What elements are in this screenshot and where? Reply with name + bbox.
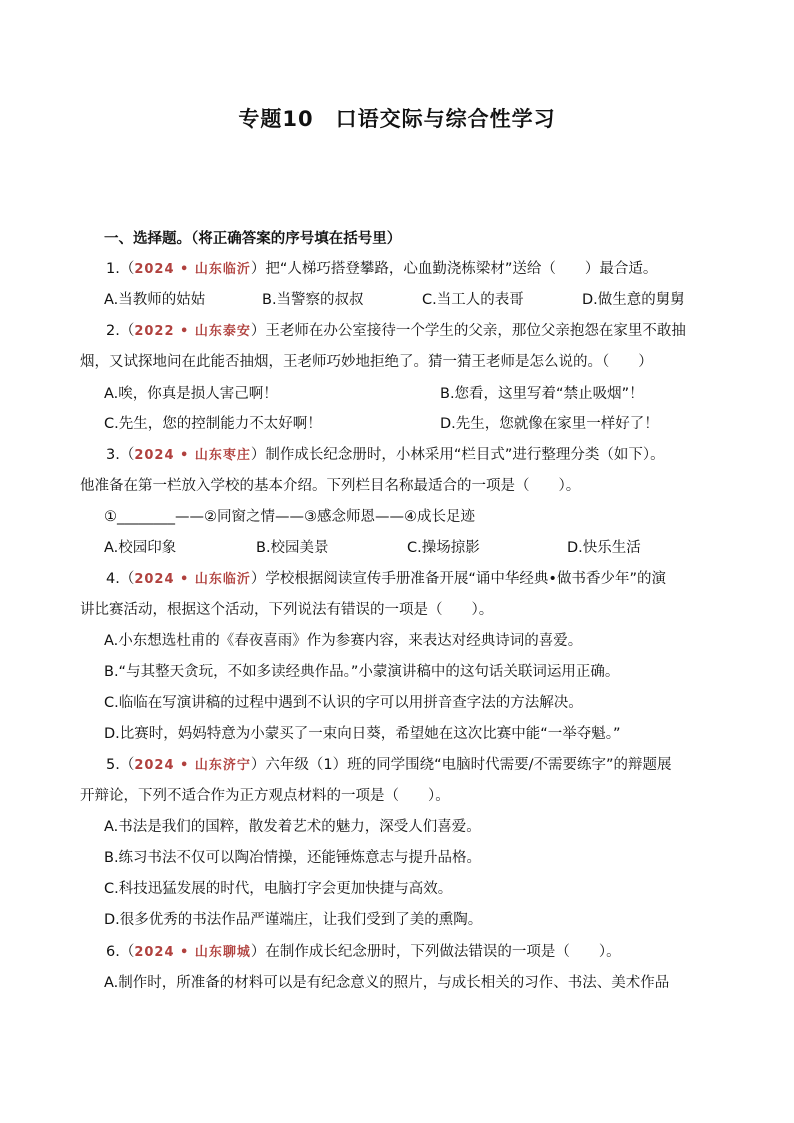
option: A.制作时，所准备的材料可以是有纪念意义的照片，与成长相关的习作、书法、美术作品 [104, 975, 670, 991]
question-6: 6.（2024 • 山东聊城）在制作成长纪念册时，下列做法错误的一项是（ ）。 [106, 944, 621, 960]
option: B.“与其整天贪玩，不如多读经典作品。”小蒙演讲稿中的这句话关联词运用正确。 [104, 664, 620, 680]
question-3: 3.（2024 • 山东枣庄）制作成长纪念册时，小林采用“栏目式”进行整理分类（如下）。 [106, 447, 665, 463]
option: A.唉，你真是损人害己啊！ [104, 386, 278, 402]
option: B.当警察的叔叔 [262, 292, 364, 308]
section-heading: 一、选择题。（将正确答案的序号填在括号里） [104, 231, 402, 247]
question-source: 2024 • 山东济宁 [134, 758, 251, 773]
option: A.书法是我们的国粹，散发着艺术的魅力，深受人们喜爱。 [104, 819, 481, 835]
option: C.先生，您的控制能力不太好啊！ [104, 416, 322, 432]
option: D.快乐生活 [567, 540, 641, 556]
option: A.校园印象 [104, 540, 177, 556]
question-4-cont: 讲比赛活动，根据这个活动，下列说法有错误的一项是（ ）。 [80, 602, 494, 618]
question-4: 4.（2024 • 山东临沂）学校根据阅读宣传手册准备开展“诵中华经典•做书香少年”的演 [106, 571, 666, 587]
question-5-cont: 开辩论，下列不适合作为正方观点材料的一项是（ ）。 [80, 788, 450, 804]
option: C.当工人的表哥 [422, 292, 524, 308]
question-source: 2024 • 山东枣庄 [134, 448, 251, 463]
question-1: 1.（2024 • 山东临沂）把“人梯巧搭登攀路，心血勤浇栋梁材”送给（ ）最合适。 [106, 261, 658, 277]
page-title: 专题10 口语交际与综合性学习 [238, 107, 556, 131]
option: C.临临在写演讲稿的过程中遇到不认识的字可以用拼音查字法的方法解决。 [104, 695, 583, 711]
option: C.操场掠影 [407, 540, 480, 556]
question-source: 2022 • 山东泰安 [134, 324, 251, 339]
question-source: 2024 • 山东临沂 [134, 572, 251, 587]
option: A.小东想选杜甫的《春夜喜雨》作为参赛内容，来表达对经典诗词的喜爱。 [104, 633, 583, 649]
option: D.先生，您就像在家里一样好了！ [440, 416, 659, 432]
question-2-cont: 烟，又试探地问在此能否抽烟，王老师巧妙地拒绝了。猜一猜王老师是怎么说的。（ ） [80, 354, 653, 370]
option: B.练习书法不仅可以陶冶情操，还能锤炼意志与提升品格。 [104, 850, 482, 866]
option: C.科技迅猛发展的时代，电脑打字会更加快捷与高效。 [104, 881, 453, 897]
option: A.当教师的姑姑 [104, 292, 206, 308]
question-source: 2024 • 山东临沂 [134, 262, 251, 277]
option: D.比赛时，妈妈特意为小蒙买了一束向日葵，希望她在这次比赛中能“一举夺魁。” [104, 726, 621, 742]
question-3-items: ①________——②同窗之情——③感念师恩——④成长足迹 [104, 509, 475, 525]
option: D.很多优秀的书法作品严谨端庄，让我们受到了美的熏陶。 [104, 912, 483, 928]
option: D.做生意的舅舅 [582, 292, 685, 308]
option: B.校园美景 [256, 540, 329, 556]
question-2: 2.（2022 • 山东泰安）王老师在办公室接待一个学生的父亲，那位父亲抱怨在家里不敢抽 [106, 323, 686, 339]
question-5: 5.（2024 • 山东济宁）六年级（1）班的同学围绕“电脑时代需要/不需要练字”的辩题展 [106, 757, 672, 773]
option: B.您看，这里写着“禁止吸烟”！ [440, 386, 644, 402]
question-source: 2024 • 山东聊城 [134, 945, 251, 960]
question-3-cont: 他准备在第一栏放入学校的基本介绍。下列栏目名称最适合的一项是（ ）。 [80, 478, 581, 494]
